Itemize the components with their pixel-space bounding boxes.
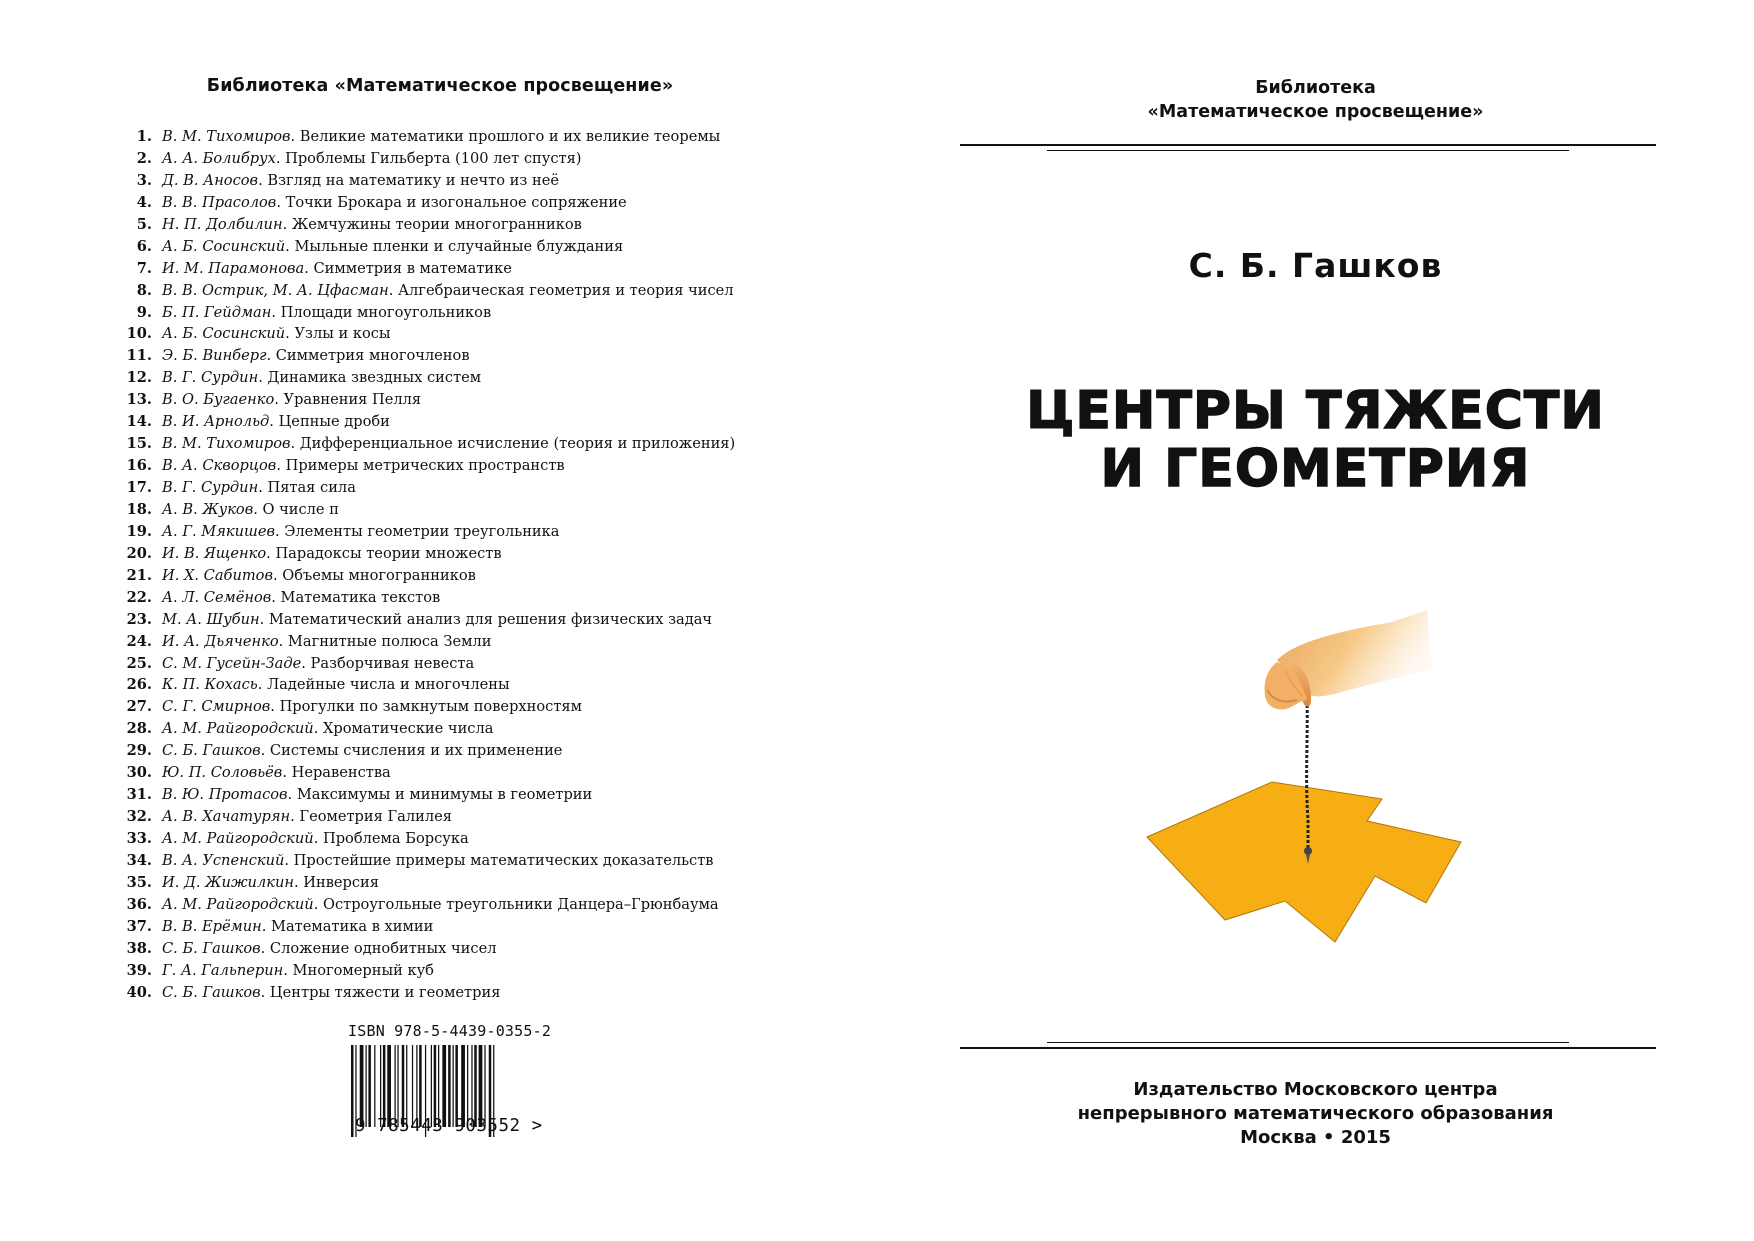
book-author: А. Б. Сосинский [162,325,286,343]
series-heading: Библиотека «Математическое просвещение» [206,76,674,96]
book-author: С. Б. Гашков [1188,246,1443,285]
book-title: Проблемы Гильберта (100 лет спустя) [285,149,582,167]
book-author: В. М. Тихомиров [162,435,291,453]
separator: . [283,961,293,979]
book-list-item [110,214,810,236]
book-list-item [110,543,810,565]
hand-balancing-plate-illustration [1127,600,1507,960]
book-title: Разборчивая невеста [310,654,475,672]
book-list-item [110,653,810,675]
separator: . [253,500,263,518]
book-number: 16. [126,457,152,475]
separator: . [293,873,304,891]
separator: . [257,676,267,694]
book-list-item [110,916,810,938]
book-title: Сложение однобитных чисел [269,939,497,957]
separator: . [269,413,279,431]
book-list-item [110,455,810,477]
separator: . [278,632,288,650]
book-number: 18. [126,500,152,518]
book-list-item [110,258,810,280]
book-author: С. М. Гусейн-Заде [162,654,302,672]
book-number: 3. [136,171,152,189]
book-list-item [110,696,810,718]
book-title: Математический анализ для решения физических задач [268,610,713,628]
book-title: Максимумы и минимумы в геометрии [296,786,593,804]
separator: . [290,128,300,145]
book-number: 25. [126,654,152,672]
book-title: Центры тяжести и геометрия [269,983,501,1001]
separator: . [261,917,272,935]
book-number: 9. [136,303,152,321]
book-number: 6. [136,237,152,255]
book-number: 13. [126,391,152,409]
separator: . [290,808,300,826]
separator: . [282,215,292,233]
book-number: 17. [126,479,152,496]
book-number: 23. [126,610,152,628]
barcode-digits: 9 785443 903552 > [355,1116,543,1136]
book-number: 10. [126,325,152,343]
book-list-item [110,521,810,543]
separator: . [258,369,268,387]
book-author: В. Ю. Протасов [162,786,288,804]
separator: . [282,764,292,782]
book-title: Объемы многогранников [282,566,476,584]
book-author: В. Г. Сурдин [162,479,259,496]
book-list-item [110,938,810,960]
series-heading-line: «Математическое просвещение» [1147,102,1484,122]
book-author: И. А. Дьяченко [162,632,279,650]
book-title: Математика текстов [280,588,441,606]
book-number: 26. [126,676,152,694]
book-number: 11. [126,347,152,365]
book-number: 28. [126,720,152,738]
book-number: 40. [126,983,152,1001]
book-title: Многомерный куб [292,961,434,979]
book-number: 31. [126,786,152,804]
book-list-item [110,367,810,389]
book-author: В. М. Тихомиров [162,128,291,145]
book-author: В. В. Прасолов [162,193,277,211]
book-author: М. А. Шубин [162,610,260,628]
separator: . [275,149,286,167]
book-title: Системы счисления и их применение [269,742,563,760]
book-author: А. М. Райгородский [162,720,314,738]
publisher-line: непрерывного математического образования [1077,1103,1554,1124]
book-list-item [110,148,810,170]
publisher-info [877,1078,1754,1150]
book-number: 1. [136,128,152,145]
separator: . [301,654,311,672]
separator: . [285,325,295,343]
book-list-item [110,192,810,214]
book-list-item [110,631,810,653]
separator: . [271,303,281,321]
book-list-item [110,674,810,696]
book-number: 37. [126,917,152,935]
book-number: 15. [126,435,152,453]
book-author: Д. В. Аносов [162,171,259,189]
book-list-item [110,894,810,916]
plate-shape [1147,782,1461,942]
book-title: Великие математики прошлого и их великие теоремы [299,128,721,145]
book-list-item [110,828,810,850]
top-rule-thick [960,144,1656,146]
isbn-number: ISBN 978-5-4439-0355-2 [348,1022,552,1040]
book-number: 5. [136,215,152,233]
book-author: А. В. Хачатурян [162,808,291,826]
book-title: Остроугольные треугольники Данцера–Грюнбаума [322,895,719,913]
book-author: А. Г. Мякишев [162,522,275,540]
book-title: Дифференциальное исчисление (теория и приложения) [299,435,736,453]
book-number: 30. [126,764,152,782]
book-title [877,382,1754,498]
book-number: 32. [126,808,152,826]
separator: . [266,544,276,562]
book-title: Симметрия многочленов [275,347,470,365]
book-list-item [110,806,810,828]
book-author: А. М. Райгородский [162,895,314,913]
top-rule-thin [1047,150,1569,151]
book-title: Цепные дроби [278,413,390,431]
book-author: А. А. Болибрух [162,149,276,167]
series-heading-line: Библиотека [1255,78,1376,98]
separator: . [272,566,283,584]
separator: . [266,347,276,365]
book-author: В. О. Бугаенко [162,391,275,409]
book-title: Инверсия [303,873,379,891]
book-title-line: ЦЕНТРЫ ТЯЖЕСТИ [1026,381,1605,441]
book-number: 22. [126,588,152,606]
book-list-item [110,718,810,740]
book-number: 35. [126,873,152,891]
book-title: Симметрия в математике [313,259,512,277]
book-author: А. В. Жуков [162,500,254,518]
book-author: В. А. Скворцов [162,457,277,475]
isbn-block [345,1022,585,1137]
book-author: И. В. Ященко [162,544,267,562]
book-number: 38. [126,939,152,957]
book-list-item [110,872,810,894]
book-title: Жемчужины теории многогранников [291,215,582,233]
book-title: Ладейные числа и многочлены [267,676,510,694]
book-author: Ю. П. Соловьёв [162,764,283,782]
series-heading [877,76,1754,124]
book-number: 2. [136,149,152,167]
book-title-line: И ГЕОМЕТРИЯ [1100,439,1531,499]
book-list-item [110,740,810,762]
book-title: Элементы геометрии треугольника [284,522,560,540]
book-list-item [110,433,810,455]
book-list-item [110,587,810,609]
book-title: Динамика звездных систем [267,369,482,387]
book-number: 39. [126,961,152,979]
book-list-item [110,411,810,433]
book-number: 8. [136,281,152,299]
separator: . [276,193,286,211]
separator: . [276,457,286,475]
book-title: Пятая сила [267,479,356,496]
book-list-item [110,389,810,411]
book-title: Примеры метрических пространств [285,457,565,475]
book-number: 33. [126,830,152,847]
book-number: 34. [126,851,152,869]
book-list-item [110,345,810,367]
book-author: И. Д. Жижилкин [162,873,294,891]
book-title: Математика в химии [271,917,434,935]
string-line [1307,700,1308,850]
separator: . [270,698,280,716]
book-title: Взгляд на математику и нечто из неё [267,171,560,189]
book-number: 27. [126,698,152,716]
bottom-rule-thick [960,1047,1656,1049]
book-author: С. Б. Гашков [162,939,261,957]
book-list-item [110,280,810,302]
book-number: 21. [126,566,152,584]
book-title: Алгебраическая геометрия и теория чисел [397,281,734,299]
book-number: 4. [136,193,152,211]
book-number: 24. [126,632,152,650]
book-title: Проблема Борсука [322,830,469,847]
separator: . [274,522,285,540]
book-title: Узлы и косы [294,325,391,343]
book-list-item [110,960,810,982]
book-author: И. М. Парамонова [162,259,305,277]
book-title: Геометрия Галилея [299,808,452,826]
publisher-line: Издательство Московского центра [1133,1079,1498,1100]
book-number: 12. [126,369,152,387]
separator: . [284,851,294,869]
separator: . [290,435,300,453]
bottom-rule-thin [1047,1042,1569,1043]
book-number: 29. [126,742,152,760]
book-title: Парадоксы теории множеств [275,544,502,562]
book-author: Э. Б. Винберг [162,347,267,365]
book-title: Площади многоугольников [280,303,492,321]
separator: . [287,786,297,804]
book-number: 14. [126,413,152,431]
separator: . [285,237,295,255]
book-list [110,126,810,1004]
separator: . [271,588,281,606]
separator: . [388,281,398,299]
separator: . [304,259,314,277]
book-title: Магнитные полюса Земли [287,632,492,650]
book-author: Н. П. Долбилин [162,215,283,233]
book-author: В. Г. Сурдин [162,369,259,387]
book-author: С. Г. Смирнов [162,698,271,716]
book-list-item [110,609,810,631]
separator: . [258,479,268,496]
separator: . [258,171,268,189]
book-author: А. Л. Семёнов [162,588,272,606]
separator: . [259,610,269,628]
book-title: Мыльные пленки и случайные блуждания [294,237,624,255]
book-list-item [110,784,810,806]
book-author: К. П. Кохась [162,676,258,694]
book-title: Точки Брокара и изогональное сопряжение [285,193,627,211]
book-author: В. А. Успенский [162,851,285,869]
separator: . [313,895,323,913]
book-list-item [110,565,810,587]
book-author: А. М. Райгородский [162,830,314,847]
book-number: 19. [126,522,152,540]
book-number: 7. [136,259,152,277]
string-knot [1304,847,1312,855]
book-author: Б. П. Гейдман [162,303,272,321]
book-list-item [110,170,810,192]
book-author: В. В. Острик, М. А. Цфасман [162,281,389,299]
book-title: Прогулки по замкнутым поверхностям [279,698,582,716]
book-title: Хроматические числа [322,720,494,738]
book-list-item [110,762,810,784]
book-title: Неравенства [291,764,391,782]
book-list-item [110,126,810,148]
book-title: Простейшие примеры математических доказательств [293,851,714,869]
book-title: Уравнения Пелля [283,391,422,409]
separator: . [313,830,323,847]
book-author: А. Б. Сосинский [162,237,286,255]
book-list-item [110,302,810,324]
book-title: О числе π [262,500,339,518]
book-list-item [110,499,810,521]
publisher-line: Москва • 2015 [1240,1127,1391,1148]
book-author: И. Х. Сабитов [162,566,273,584]
book-author: С. Б. Гашков [162,983,261,1001]
separator: . [260,742,270,760]
separator: . [313,720,323,738]
book-author: В. И. Арнольд [162,413,270,431]
separator: . [260,939,270,957]
book-list-item [110,982,810,1004]
book-list-item [110,236,810,258]
book-author: В. В. Ерёмин [162,917,262,935]
front-cover-page [877,0,1754,1241]
book-list-item [110,323,810,345]
book-number: 36. [126,895,152,913]
book-author: С. Б. Гашков [162,742,261,760]
separator: . [260,983,270,1001]
separator: . [274,391,284,409]
book-number: 20. [126,544,152,562]
book-author: Г. А. Гальперин [162,961,284,979]
book-list-item [110,477,810,499]
book-list-item [110,850,810,872]
